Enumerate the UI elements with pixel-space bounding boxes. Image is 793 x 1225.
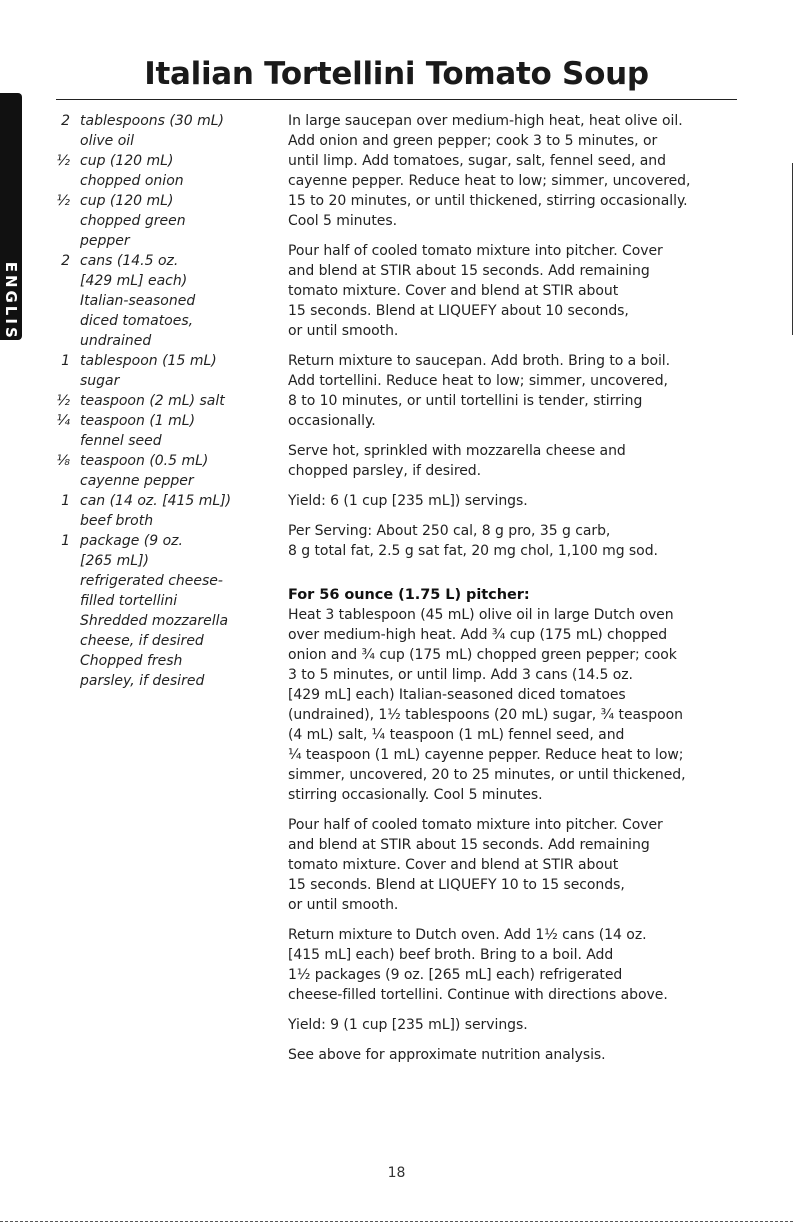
text-line: 15 seconds. Blend at LIQUEFY about 10 seconds, — [288, 303, 629, 319]
text-line: 15 to 20 minutes, or until thickened, stirring occasionally. — [288, 193, 688, 209]
page-title: Italian Tortellini Tomato Soup — [144, 56, 649, 92]
ingredients-list — [40, 111, 280, 691]
ingredient-item — [40, 351, 280, 391]
method-para-1 — [288, 111, 743, 231]
ingredient-item — [40, 191, 280, 251]
ingredient-text: beef broth — [80, 513, 154, 529]
ingredient-amount: ¼ — [56, 413, 70, 429]
ingredient-text: undrained — [80, 333, 152, 349]
method-para-5 — [288, 605, 743, 805]
ingredient-text: can (14 oz. [415 mL]) — [80, 493, 232, 509]
ingredient-text: olive oil — [80, 133, 135, 149]
text-line: Add onion and green pepper; cook 3 to 5 minutes, or — [288, 133, 658, 149]
text-line: 1½ packages (9 oz. [265 mL] each) refrigerated — [288, 967, 623, 983]
text-line: and blend at STIR about 15 seconds. Add remaining — [288, 837, 650, 853]
nutrition-text — [288, 521, 743, 561]
ingredient-text: Chopped fresh — [80, 653, 183, 669]
text-line: Heat 3 tablespoon (45 mL) olive oil in large Dutch oven — [288, 607, 674, 623]
ingredient-text: [429 mL] each) — [80, 273, 188, 289]
ingredient-text: cup (120 mL) — [80, 153, 174, 169]
text-line: tomato mixture. Cover and blend at STIR about — [288, 283, 619, 299]
text-line: or until smooth. — [288, 897, 399, 913]
method-para-2 — [288, 241, 743, 341]
ingredient-text: chopped green — [80, 213, 186, 229]
text-line: over medium-high heat. Add ¾ cup (175 mL) chopped — [288, 627, 668, 643]
text-line: occasionally. — [288, 413, 376, 429]
text-line: or until smooth. — [288, 323, 399, 339]
ingredient-text: tablespoon (15 mL) — [80, 353, 217, 369]
text-line: Pour half of cooled tomato mixture into pitcher. Cover — [288, 243, 663, 259]
text-line: 15 seconds. Blend at LIQUEFY 10 to 15 seconds, — [288, 877, 625, 893]
ingredient-item — [40, 611, 280, 651]
text-line: until limp. Add tomatoes, sugar, salt, fennel seed, and — [288, 153, 666, 169]
ingredient-amount: ⅛ — [56, 453, 70, 469]
method-para-4 — [288, 441, 743, 481]
title-rule — [56, 99, 737, 100]
text-line: [429 mL] each) Italian-seasoned diced tomatoes — [288, 687, 626, 703]
text-line: Pour half of cooled tomato mixture into pitcher. Cover — [288, 817, 663, 833]
ingredient-text: cans (14.5 oz. — [80, 253, 179, 269]
text-line: tomato mixture. Cover and blend at STIR about — [288, 857, 619, 873]
ingredient-amount: ½ — [56, 153, 70, 169]
ingredient-text: Shredded mozzarella — [80, 613, 229, 629]
text-line: ¼ teaspoon (1 mL) cayenne pepper. Reduce heat to low; — [288, 747, 684, 763]
ingredient-item — [40, 411, 280, 451]
yield-text: Yield: 6 (1 cup [235 mL]) servings. — [288, 493, 528, 509]
see-above-text: See above for approximate nutrition analysis. — [288, 1047, 606, 1063]
ingredient-amount: 2 — [61, 113, 70, 129]
text-line: Per Serving: About 250 cal, 8 g pro, 35 g carb, — [288, 523, 611, 539]
method-column — [288, 111, 743, 1075]
ingredient-amount: ½ — [56, 393, 70, 409]
text-line: (undrained), 1½ tablespoons (20 mL) sugar, ¾ teaspoon — [288, 707, 683, 723]
text-line: 8 g total fat, 2.5 g sat fat, 20 mg chol, 1,100 mg sod. — [288, 543, 658, 559]
text-line: [415 mL] each) beef broth. Bring to a boil. Add — [288, 947, 614, 963]
ingredient-amount: ½ — [56, 193, 70, 209]
ingredient-item — [40, 151, 280, 191]
text-line: (4 mL) salt, ¼ teaspoon (1 mL) fennel seed, and — [288, 727, 625, 743]
ingredient-amount: 2 — [61, 253, 70, 269]
text-line: 8 to 10 minutes, or until tortellini is tender, stirring — [288, 393, 643, 409]
language-tab-label: ENGLISH — [2, 261, 20, 357]
ingredient-text: cheese, if desired — [80, 633, 204, 649]
ingredient-text: parsley, if desired — [80, 673, 205, 689]
yield-text-2: Yield: 9 (1 cup [235 mL]) servings. — [288, 1017, 528, 1033]
ingredient-text: teaspoon (1 mL) — [80, 413, 196, 429]
pitcher-heading: For 56 ounce (1.75 L) pitcher: — [288, 587, 530, 603]
ingredient-text: teaspoon (0.5 mL) — [80, 453, 209, 469]
ingredient-amount: 1 — [61, 533, 70, 549]
ingredient-item — [40, 451, 280, 491]
ingredient-text: tablespoons (30 mL) — [80, 113, 225, 129]
ingredient-text: teaspoon (2 mL) salt — [80, 393, 225, 409]
ingredient-item — [40, 651, 280, 691]
ingredient-text: cup (120 mL) — [80, 193, 174, 209]
ingredient-text: sugar — [80, 373, 120, 389]
text-line: and blend at STIR about 15 seconds. Add remaining — [288, 263, 650, 279]
ingredient-amount: 1 — [61, 353, 70, 369]
text-line: simmer, uncovered, 20 to 25 minutes, or until thickened, — [288, 767, 686, 783]
text-line: stirring occasionally. Cool 5 minutes. — [288, 787, 543, 803]
ingredient-item — [40, 531, 280, 611]
text-line: chopped parsley, if desired. — [288, 463, 482, 479]
text-line: cayenne pepper. Reduce heat to low; simmer, uncovered, — [288, 173, 691, 189]
ingredient-text: Italian-seasoned — [80, 293, 196, 309]
text-line: cheese-filled tortellini. Continue with directions above. — [288, 987, 668, 1003]
ingredient-text: refrigerated cheese- — [80, 573, 223, 589]
text-line: Cool 5 minutes. — [288, 213, 397, 229]
ingredient-text: cayenne pepper — [80, 473, 194, 489]
ingredient-item — [40, 111, 280, 151]
ingredient-text: diced tomatoes, — [80, 313, 194, 329]
ingredient-text: fennel seed — [80, 433, 162, 449]
page-number: 18 — [387, 1165, 406, 1181]
ingredient-amount: 1 — [61, 493, 70, 509]
text-line: Add tortellini. Reduce heat to low; simmer, uncovered, — [288, 373, 668, 389]
ingredient-text: pepper — [80, 233, 130, 249]
ingredient-text: filled tortellini — [80, 593, 178, 609]
method-para-6 — [288, 815, 743, 915]
text-line: Return mixture to saucepan. Add broth. Bring to a boil. — [288, 353, 671, 369]
ingredient-item — [40, 391, 280, 411]
text-line: In large saucepan over medium-high heat, heat olive oil. — [288, 113, 683, 129]
text-line: 3 to 5 minutes, or until limp. Add 3 cans (14.5 oz. — [288, 667, 633, 683]
ingredient-text: [265 mL]) — [80, 553, 149, 569]
ingredient-text: package (9 oz. — [80, 533, 183, 549]
ingredient-text: chopped onion — [80, 173, 184, 189]
text-line: onion and ¾ cup (175 mL) chopped green pepper; cook — [288, 647, 677, 663]
language-tab — [0, 93, 22, 357]
ingredient-item — [40, 491, 280, 531]
text-line: Serve hot, sprinkled with mozzarella cheese and — [288, 443, 626, 459]
method-para-3 — [288, 351, 743, 431]
text-line: Return mixture to Dutch oven. Add 1½ cans (14 oz. — [288, 927, 647, 943]
method-para-7 — [288, 925, 743, 1005]
ingredient-item — [40, 251, 280, 351]
page-edge-dashes — [0, 1221, 793, 1222]
